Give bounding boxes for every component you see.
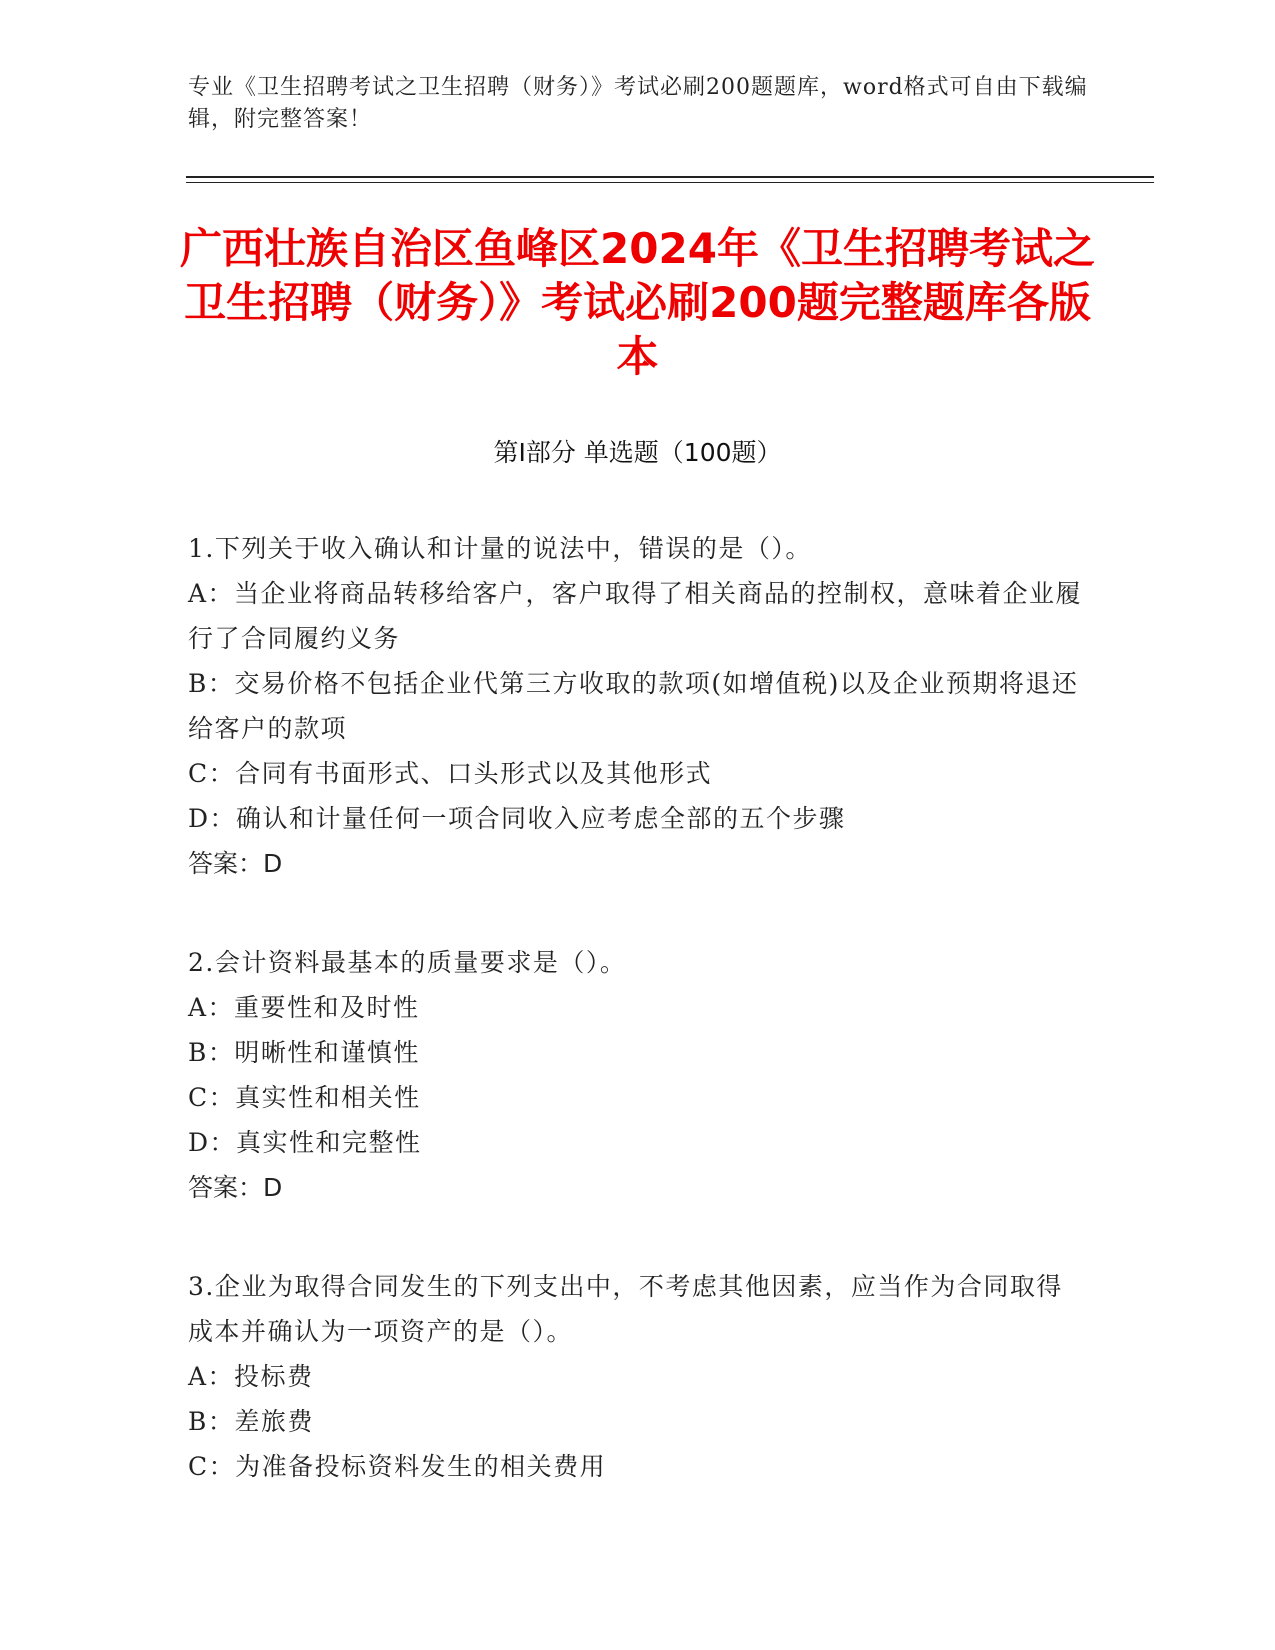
option-a: A：当企业将商品转移给客户，客户取得了相关商品的控制权，意味着企业履行了合同履约义务 [188,579,1083,653]
question-item [188,526,1088,886]
option-a: A：投标费 [188,1362,314,1391]
question-list [188,526,1088,1543]
section-heading: 第Ⅰ部分 单选题（100题） [493,438,782,467]
option-c: C：真实性和相关性 [188,1083,421,1112]
header-divider-thin [186,182,1154,183]
header-divider-thick [186,176,1154,178]
option-c: C：为准备投标资料发生的相关费用 [188,1452,607,1481]
option-c: C：合同有书面形式、口头形式以及其他形式 [188,759,713,788]
question-item [188,940,1088,1210]
document-title: 广西壮族自治区鱼峰区2024年《卫生招聘考试之卫生招聘（财务）》考试必刷200题完整题库各版本 [180,224,1095,381]
header-note: 专业《卫生招聘考试之卫生招聘（财务）》考试必刷200题题库，word格式可自由下载编辑，附完整答案！ [188,75,1088,132]
question-stem: 2.会计资料最基本的质量要求是（）。 [188,948,627,977]
answer-label: 答案：D [188,849,283,878]
option-d: D：确认和计量任何一项合同收入应考虑全部的五个步骤 [188,804,846,833]
option-b: B：差旅费 [188,1407,314,1436]
question-stem: 1.下列关于收入确认和计量的说法中，错误的是（）。 [188,534,812,563]
option-b: B：明晰性和谨慎性 [188,1038,420,1067]
answer-label: 答案：D [188,1173,283,1202]
option-d: D：真实性和完整性 [188,1128,422,1157]
option-a: A：重要性和及时性 [188,993,420,1022]
question-item [188,1264,1088,1489]
question-stem: 3.企业为取得合同发生的下列支出中，不考虑其他因素，应当作为合同取得成本并确认为一项资产的是（）。 [188,1272,1063,1346]
option-b: B：交易价格不包括企业代第三方收取的款项(如增值税)以及企业预期将退还给客户的款项 [188,669,1079,743]
